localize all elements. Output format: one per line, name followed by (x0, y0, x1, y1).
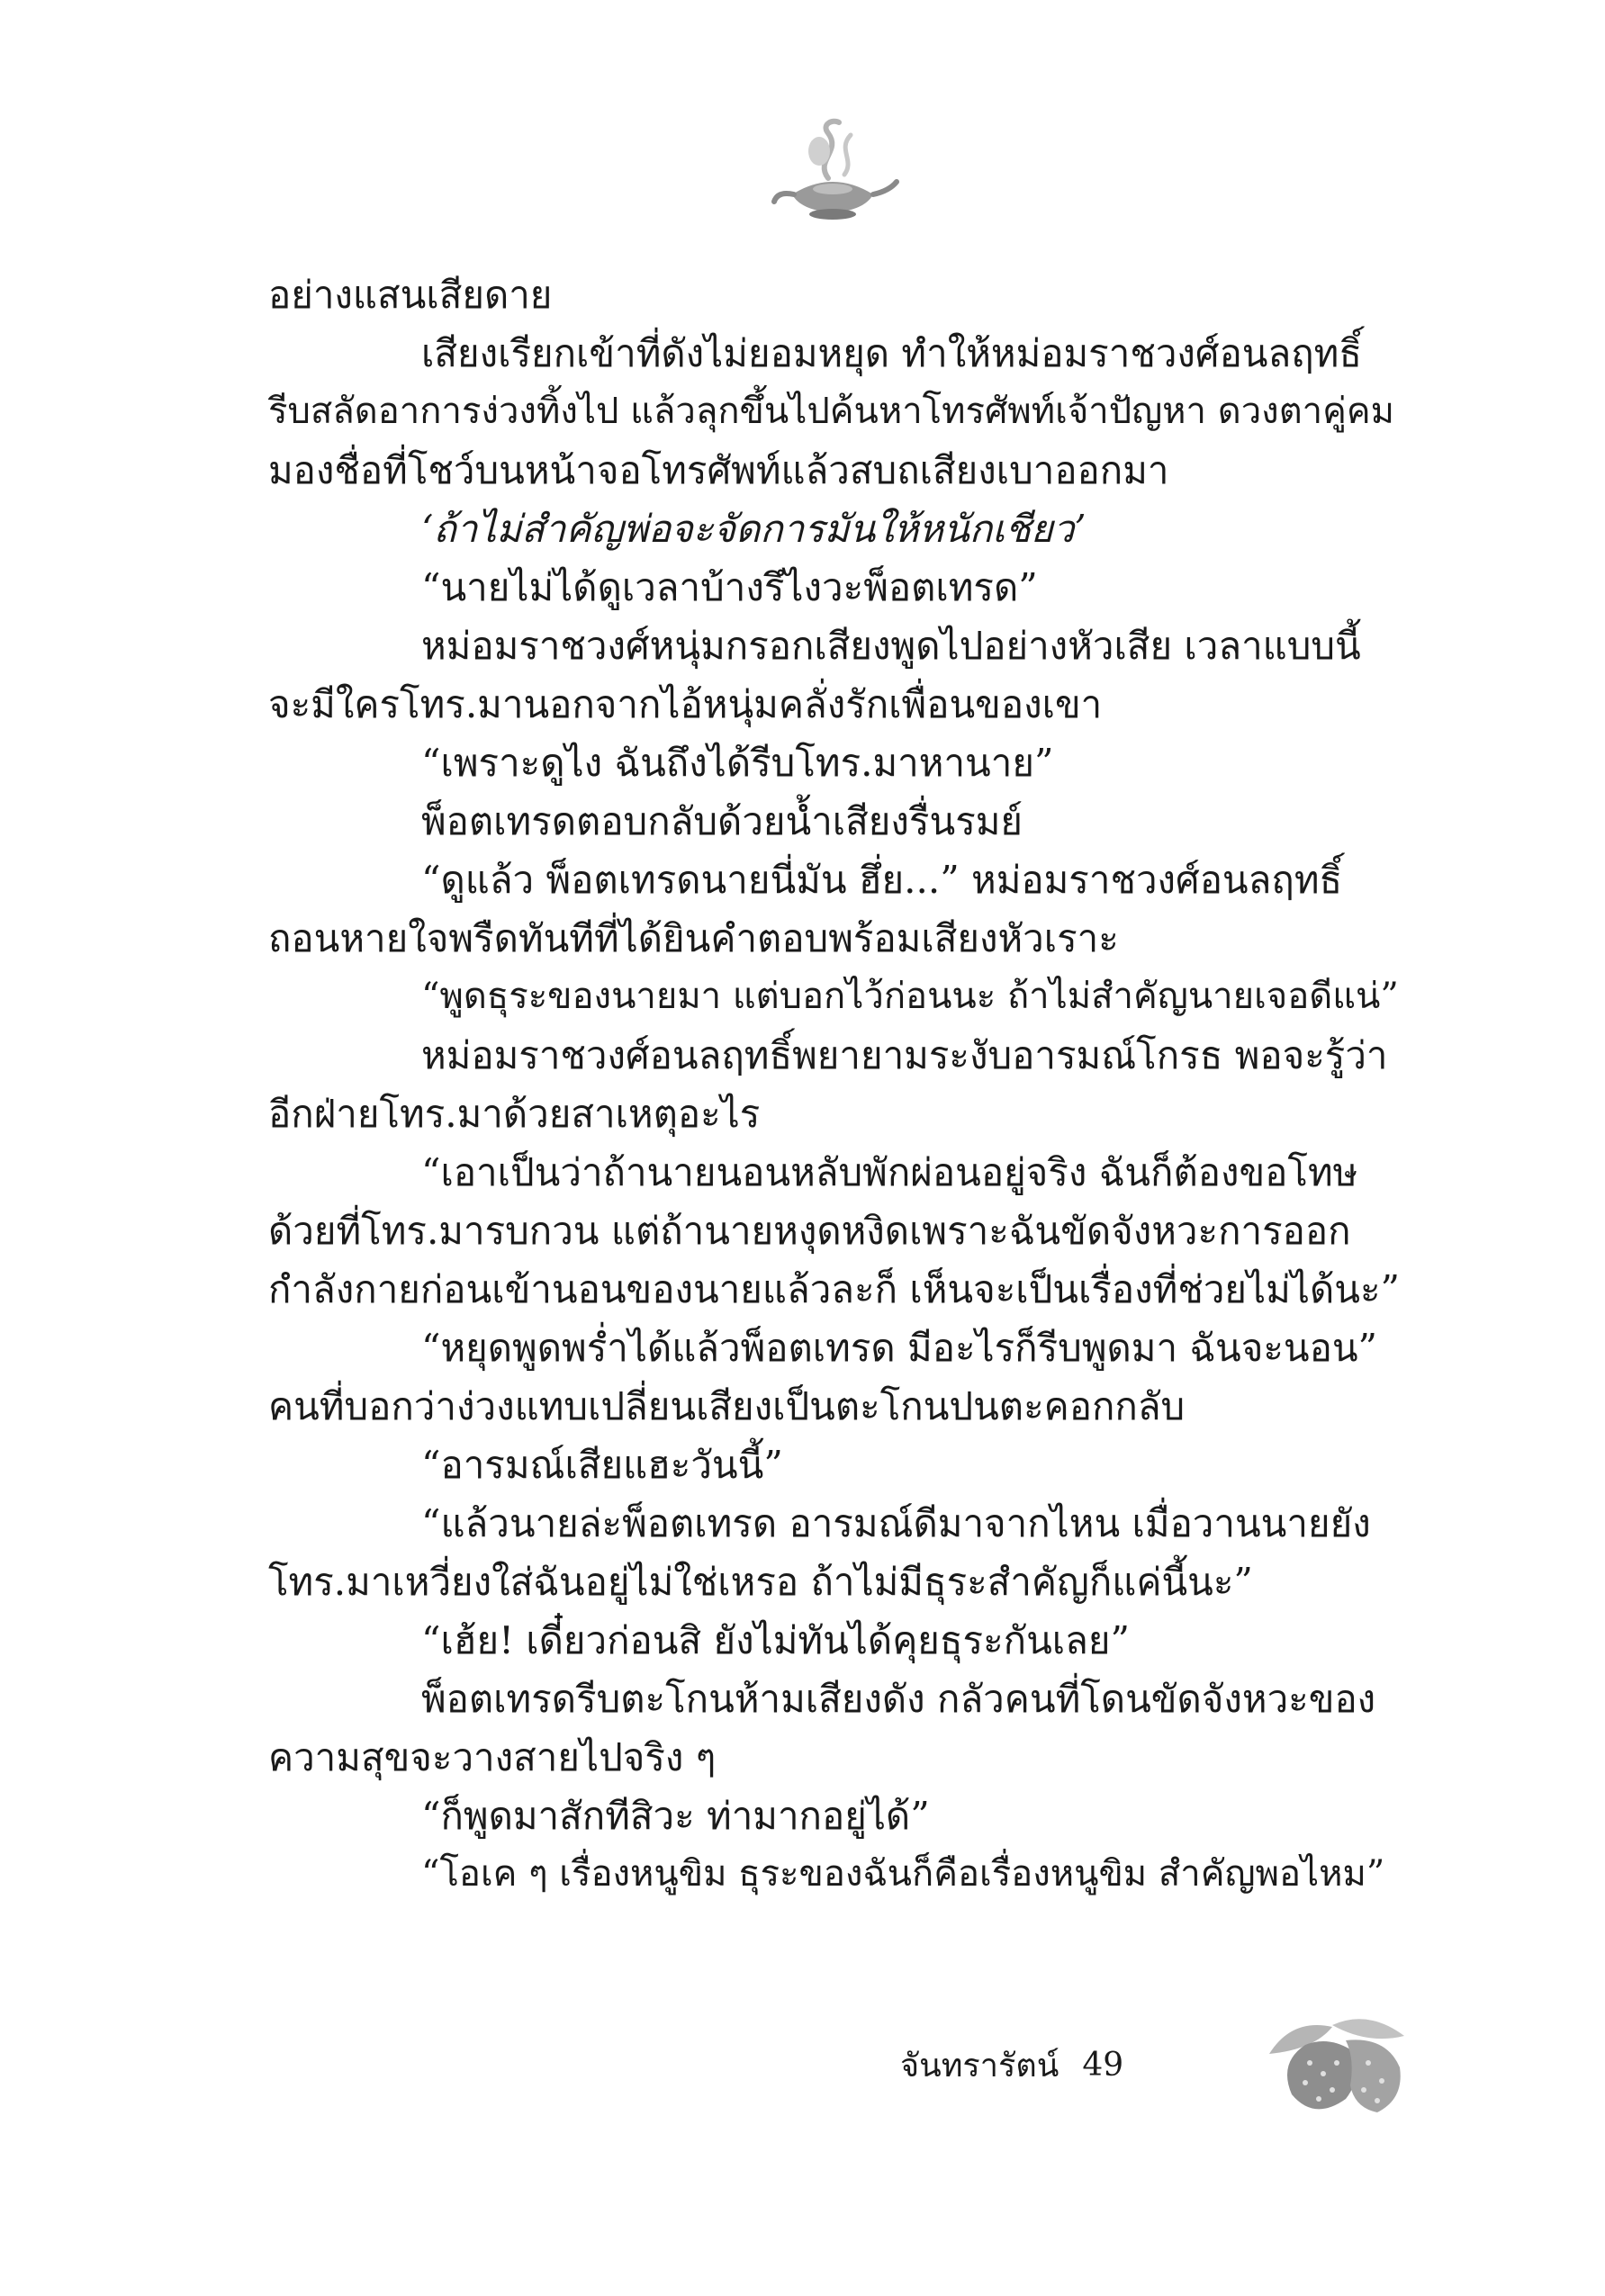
text-line: พ็อตเทรดตอบกลับด้วยน้ำเสียงรื่นรมย์ (421, 799, 1023, 843)
text-line: “หยุดพูดพร่ำได้แล้วพ็อตเทรด มีอะไรก็รีบพูดมา ฉันจะนอน” (421, 1326, 1378, 1370)
text-line: ความสุขจะวางสายไปจริง ๆ (268, 1735, 717, 1779)
text-line: หม่อมราชวงศ์อนลฤทธิ์พยายามระงับอารมณ์โกรธ พอจะรู้ว่า (421, 1033, 1388, 1077)
text-line: “นายไม่ได้ดูเวลาบ้างรึไงวะพ็อตเทรด” (421, 565, 1038, 609)
text-line: “โอเค ๆ เรื่องหนูขิม ธุระของฉันก็คือเรื่องหนูขิม สำคัญพอไหม” (421, 1853, 1385, 1895)
text-line: กำลังกายก่อนเข้านอนของนายแล้วละก็ เห็นจะเป็นเรื่องที่ช่วยไม่ได้นะ” (268, 1267, 1400, 1311)
author-name: จันทรารัตน์ (900, 2047, 1059, 2084)
text-line: เสียงเรียกเข้าที่ดังไม่ยอมหยุด ทำให้หม่อมราชวงศ์อนลฤทธิ์ (421, 331, 1362, 375)
text-line: คนที่บอกว่าง่วงแทบเปลี่ยนเสียงเป็นตะโกนปนตะคอกกลับ (268, 1384, 1186, 1428)
text-line: มองชื่อที่โชว์บนหน้าจอโทรศัพท์แล้วสบถเสียงเบาออกมา (268, 448, 1169, 492)
page-number: 49 (1082, 2046, 1124, 2084)
teapot-lamp-icon (765, 115, 900, 223)
text-line: “ก็พูดมาสักทีสิวะ ท่ามากอยู่ได้” (421, 1794, 930, 1838)
text-line: ‘ถ้าไม่สำคัญพ่อจะจัดการมันให้หนักเชียว’ (421, 507, 1087, 551)
text-line: “แล้วนายล่ะพ็อตเทรด อารมณ์ดีมาจากไหน เมื่อวานนายยัง (421, 1501, 1371, 1545)
text-line: “ดูแล้ว พ็อตเทรดนายนี่มัน ฮึ่ย...” หม่อมราชวงศ์อนลฤทธิ์ (421, 858, 1343, 902)
text-line: อีกฝ่ายโทร.มาด้วยสาเหตุอะไร (268, 1092, 761, 1136)
text-line: จะมีใครโทร.มานอกจากไอ้หนุ่มคลั่งรักเพื่อนของเขา (268, 682, 1103, 726)
text-line: รีบสลัดอาการง่วงทิ้งไป แล้วลุกขึ้นไปค้นหาโทรศัพท์เจ้าปัญหา ดวงตาคู่คม (268, 391, 1395, 432)
text-line: อย่างแสนเสียดาย (268, 273, 553, 317)
text-line: “เพราะดูไง ฉันถึงได้รีบโทร.มาหานาย” (421, 741, 1054, 785)
text-line: ถอนหายใจพรืดทันทีที่ได้ยินคำตอบพร้อมเสียงหัวเราะ (268, 916, 1119, 960)
text-line: “อารมณ์เสียแฮะวันนี้” (421, 1443, 783, 1487)
text-line: “เฮ้ย! เดี๋ยวก่อนสิ ยังไม่ทันได้คุยธุระกันเลย” (421, 1618, 1130, 1662)
text-line: โทร.มาเหวี่ยงใส่ฉันอยู่ไม่ใช่เหรอ ถ้าไม่มีธุระสำคัญก็แค่นี้นะ” (268, 1560, 1253, 1604)
text-line: “พูดธุระของนายมา แต่บอกไว้ก่อนนะ ถ้าไม่สำคัญนายเจอดีแน่” (421, 976, 1399, 1017)
body-text (268, 266, 1404, 1904)
strawberry-icon (1251, 2000, 1422, 2126)
text-line: ด้วยที่โทร.มารบกวน แต่ถ้านายหงุดหงิดเพราะฉันขัดจังหวะการออก (268, 1209, 1351, 1253)
page-footer (900, 2038, 1123, 2092)
text-line: หม่อมราชวงศ์หนุ่มกรอกเสียงพูดไปอย่างหัวเสีย เวลาแบบนี้ (421, 624, 1361, 668)
text-line: พ็อตเทรดรีบตะโกนห้ามเสียงดัง กลัวคนที่โดนขัดจังหวะของ (421, 1677, 1376, 1721)
text-line: “เอาเป็นว่าถ้านายนอนหลับพักผ่อนอยู่จริง ฉันก็ต้องขอโทษ (421, 1150, 1358, 1194)
